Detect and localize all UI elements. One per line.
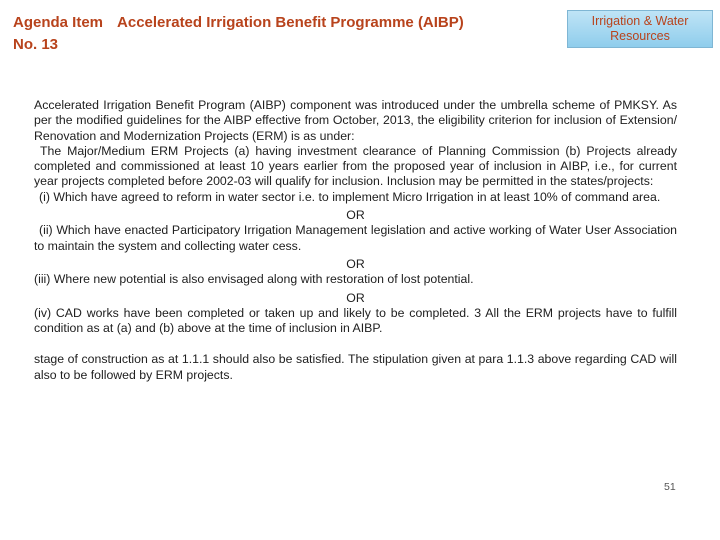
page-number: 51 (664, 481, 676, 493)
or-separator: OR (346, 256, 365, 271)
agenda-item-number: No. 13 (13, 36, 59, 53)
slide-header (13, 12, 464, 56)
badge-line-2: Resources (610, 29, 670, 43)
condition-i: (i) Which have agreed to reform in water sector i.e. to implement Micro Irrigation in at least 10% of command area. (39, 189, 661, 204)
paragraph-intro: Accelerated Irrigation Benefit Program (AIBP) component was introduced under the umbrella scheme of PMKSY. As per the modified guidelines for the AIBP effective from October, 2013, the eligibility criterion for inclusion of Extension/ Renovation and Modernization Projects (ERM) is as under: (34, 98, 677, 143)
slide-title: Accelerated Irrigation Benefit Programme (AIBP) (117, 14, 464, 31)
or-separator: OR (346, 290, 365, 305)
badge-line-1: Irrigation & Water (591, 14, 689, 28)
agenda-item-label: Agenda Item (13, 14, 104, 31)
paragraph-stage: stage of construction as at 1.1.1 should also be satisfied. The stipulation given at para 1.1.3 above regarding CAD will also to be followed by ERM projects. (34, 352, 677, 382)
or-separator: OR (346, 208, 365, 223)
condition-ii: (ii) Which have enacted Participatory Irrigation Management legislation and active working of Water User Association to maintain the system and collecting water cess. (34, 223, 677, 253)
paragraph-criteria: The Major/Medium ERM Projects (a) having investment clearance of Planning Commission (b) Projects already completed and commissioned at least 10 years earlier from the proposed year of inclusion in AIBP, i.e., for current year projects completed before 2002-03 will qualify for inclusion. Inclusion may be permitted in the states/projects: (34, 143, 677, 189)
condition-iv: (iv) CAD works have been completed or taken up and likely to be completed. 3 All the ERM projects have to fulfill condition as at (a) and (b) above at the time of inclusion in AIBP. (34, 305, 677, 336)
slide-body (34, 98, 677, 383)
condition-iii: (iii) Where new potential is also envisaged along with restoration of lost potential. (34, 272, 474, 287)
category-badge (567, 10, 713, 48)
